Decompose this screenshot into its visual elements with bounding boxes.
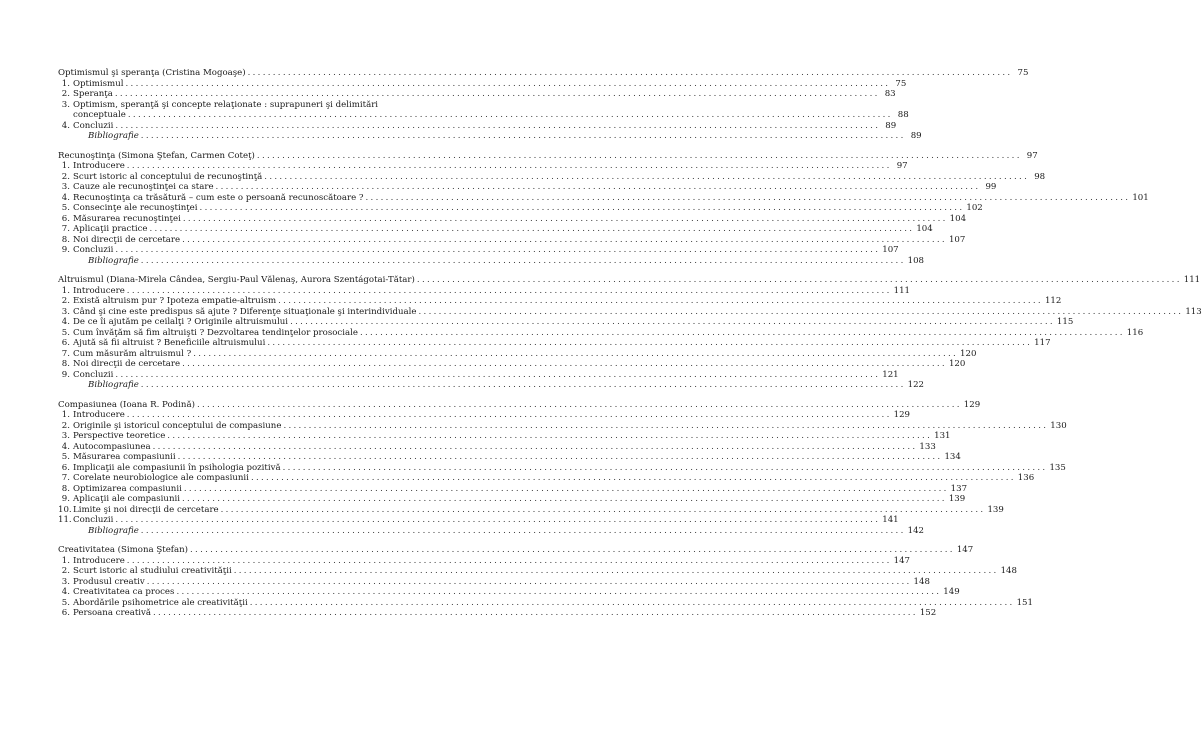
entry-title: Autocompasiunea bbox=[73, 441, 151, 452]
page-number: 108 bbox=[907, 255, 925, 266]
page-number: 152 bbox=[919, 608, 937, 618]
dot-leader bbox=[214, 182, 983, 193]
entry-title: Bibliografie bbox=[88, 525, 139, 536]
entry-title: Cum măsurăm altruismul ? bbox=[73, 348, 192, 359]
toc-entry[interactable] bbox=[58, 369, 899, 381]
page-number: 104 bbox=[949, 213, 967, 224]
section-title: Altruismul (Diana-Mirela Cândea, Sergiu-Paul Vălenaş, Aurora Szentágotai-Tătar) bbox=[58, 275, 415, 285]
toc-entry[interactable] bbox=[58, 245, 899, 256]
page-number: 75 bbox=[1017, 68, 1029, 78]
dot-leader bbox=[248, 598, 1017, 609]
entry-number: 7. bbox=[61, 224, 70, 234]
page-number: 89 bbox=[885, 120, 897, 131]
bibliography-entry[interactable] bbox=[58, 525, 925, 537]
page-number: 75 bbox=[895, 78, 907, 89]
page-number: 122 bbox=[907, 380, 925, 390]
entry-title: Bibliografie bbox=[88, 131, 139, 141]
entry-number: 2. bbox=[61, 296, 70, 306]
entry-title: Abordările psihometrice ale creativităţii bbox=[73, 597, 248, 608]
entry-number: 5. bbox=[61, 203, 70, 213]
toc-section bbox=[58, 68, 1029, 142]
entry-number: 6. bbox=[61, 338, 70, 348]
entry-number: 9. bbox=[61, 494, 70, 504]
entry-number: 5. bbox=[61, 597, 70, 608]
toc-entry[interactable] bbox=[58, 462, 1066, 474]
entry-title: Măsurarea recunoştinţei bbox=[73, 213, 181, 224]
entry-title-continued: conceptuale bbox=[73, 110, 126, 120]
entry-title: Introducere bbox=[73, 285, 125, 296]
entry-number: 6. bbox=[61, 213, 70, 224]
page-number: 149 bbox=[943, 587, 960, 597]
page-number: 134 bbox=[944, 452, 961, 462]
entry-number: 3. bbox=[61, 182, 70, 192]
dot-leader bbox=[255, 151, 1024, 162]
page-number: 115 bbox=[1056, 317, 1074, 327]
toc-entry[interactable] bbox=[58, 483, 968, 495]
toc-entry[interactable] bbox=[58, 576, 930, 588]
toc-section bbox=[58, 150, 1149, 267]
entry-title: Există altruism pur ? Ipoteza empatie-altruism bbox=[73, 296, 277, 306]
toc-entry[interactable] bbox=[58, 410, 911, 421]
page-number: 99 bbox=[985, 182, 997, 192]
dot-leader bbox=[151, 608, 920, 619]
entry-number: 4. bbox=[61, 317, 70, 327]
toc-entry[interactable] bbox=[58, 182, 997, 193]
toc-entry[interactable] bbox=[58, 608, 937, 619]
entry-title: Ajută să fii altruist ? Beneficiile altruismului bbox=[73, 338, 266, 348]
entry-title: Speranţa bbox=[73, 89, 113, 99]
dot-leader bbox=[113, 370, 882, 381]
dot-leader bbox=[139, 256, 908, 267]
dot-leader bbox=[125, 410, 894, 421]
page-number: 88 bbox=[897, 110, 909, 120]
dot-leader bbox=[180, 359, 949, 370]
entry-title: Limite şi noi direcţii de cercetare bbox=[73, 504, 219, 515]
toc-entry[interactable] bbox=[58, 100, 448, 111]
dot-leader bbox=[125, 161, 894, 172]
toc-entry-continuation[interactable] bbox=[58, 110, 909, 121]
dot-leader bbox=[174, 587, 943, 598]
dot-leader bbox=[176, 452, 945, 463]
entry-number: 8. bbox=[61, 359, 70, 369]
entry-number: 5. bbox=[61, 452, 70, 462]
entry-number: 3. bbox=[61, 99, 70, 110]
entry-number: 4. bbox=[61, 192, 70, 203]
entry-title: Corelate neurobiologice ale compasiunii bbox=[73, 473, 249, 483]
dot-leader bbox=[265, 338, 1034, 349]
page-number: 129 bbox=[963, 399, 981, 410]
page-number: 147 bbox=[956, 545, 974, 555]
entry-number: 6. bbox=[61, 608, 70, 618]
dot-leader bbox=[113, 515, 882, 526]
toc-entry[interactable] bbox=[58, 338, 1051, 349]
entry-title: Concluzii bbox=[73, 245, 114, 255]
page-number: 111 bbox=[893, 285, 911, 296]
section-heading[interactable] bbox=[58, 399, 981, 411]
dot-leader bbox=[249, 473, 1018, 484]
toc-entry[interactable] bbox=[58, 566, 1017, 577]
dot-leader bbox=[415, 275, 1184, 286]
dot-leader bbox=[182, 484, 951, 495]
toc-section bbox=[58, 275, 1202, 391]
entry-number: 3. bbox=[61, 576, 70, 587]
bibliography-entry[interactable] bbox=[58, 255, 925, 267]
page-number: 102 bbox=[966, 203, 983, 213]
entry-title: Când şi cine este predispus să ajute ? Diferenţe situaţionale şi interindividuale bbox=[73, 306, 417, 317]
toc-entry[interactable] bbox=[58, 213, 967, 225]
section-title: Optimismul şi speranţa (Cristina Mogoaşe) bbox=[58, 68, 246, 78]
dot-leader bbox=[358, 328, 1127, 339]
dot-leader bbox=[417, 307, 1186, 318]
page-number: 97 bbox=[896, 161, 908, 171]
toc-entry[interactable] bbox=[58, 89, 896, 100]
dot-leader bbox=[262, 172, 1031, 183]
page-number: 83 bbox=[884, 89, 896, 99]
entry-number: 3. bbox=[61, 431, 70, 441]
toc-entry[interactable] bbox=[58, 597, 1033, 609]
toc-entry[interactable] bbox=[58, 234, 966, 246]
page-number: 151 bbox=[1016, 597, 1033, 608]
page-number: 121 bbox=[882, 369, 899, 380]
page-number: 120 bbox=[948, 359, 966, 369]
dot-leader bbox=[276, 296, 1045, 307]
toc-entry[interactable] bbox=[58, 431, 951, 442]
entry-title: Bibliografie bbox=[88, 380, 139, 390]
entry-title: Implicaţii ale compasiunii în psihologia pozitivă bbox=[73, 462, 281, 473]
dot-leader bbox=[126, 110, 895, 121]
page-number: 120 bbox=[960, 348, 977, 359]
entry-title: Introducere bbox=[73, 161, 125, 171]
dot-leader bbox=[191, 349, 960, 360]
dot-leader bbox=[113, 121, 882, 132]
entry-number: 7. bbox=[61, 348, 70, 359]
toc-section bbox=[58, 545, 1033, 619]
page-number: 101 bbox=[1132, 192, 1149, 203]
page-number: 113 bbox=[1185, 306, 1202, 317]
entry-title: Cauze ale recunoştinţei ca stare bbox=[73, 182, 214, 192]
entry-title: Concluzii bbox=[73, 120, 114, 131]
entry-number: 4. bbox=[61, 441, 70, 452]
dot-leader bbox=[113, 89, 882, 100]
entry-title: Concluzii bbox=[73, 515, 114, 525]
dot-leader bbox=[147, 224, 916, 235]
entry-number: 11. bbox=[58, 515, 72, 525]
entry-title: Aplicaţii ale compasiunii bbox=[73, 494, 180, 504]
page-number: 130 bbox=[1050, 420, 1067, 431]
dot-leader bbox=[139, 526, 908, 537]
page-number: 136 bbox=[1017, 473, 1035, 483]
dot-leader bbox=[165, 431, 934, 442]
dot-leader bbox=[288, 317, 1057, 328]
toc-entry[interactable] bbox=[58, 296, 1062, 307]
dot-leader bbox=[139, 131, 908, 142]
entry-title: Concluzii bbox=[73, 369, 114, 380]
section-heading[interactable] bbox=[58, 545, 974, 556]
entry-number: 2. bbox=[61, 171, 70, 182]
page-number: 107 bbox=[882, 245, 899, 255]
table-of-contents bbox=[58, 68, 1202, 628]
dot-leader bbox=[180, 235, 949, 246]
entry-number: 9. bbox=[61, 245, 70, 255]
dot-leader bbox=[113, 245, 882, 256]
toc-entry[interactable] bbox=[58, 359, 966, 370]
page-number: 107 bbox=[948, 234, 966, 245]
entry-title: Originile şi istoricul conceptului de compasiune bbox=[73, 420, 282, 431]
toc-entry[interactable] bbox=[58, 587, 960, 598]
entry-title: Perspective teoretice bbox=[73, 431, 166, 441]
dot-leader bbox=[188, 545, 957, 556]
toc-entry[interactable] bbox=[58, 78, 907, 90]
entry-title: Noi direcţii de cercetare bbox=[73, 359, 181, 369]
dot-leader bbox=[246, 68, 1015, 79]
page-number: 131 bbox=[934, 431, 951, 441]
entry-title: Introducere bbox=[73, 555, 125, 566]
page-number: 139 bbox=[987, 504, 1004, 515]
entry-title: Scurt istoric al studiului creativităţii bbox=[73, 566, 232, 576]
dot-leader bbox=[180, 494, 949, 505]
toc-entry[interactable] bbox=[58, 515, 899, 526]
entry-number: 2. bbox=[61, 89, 70, 99]
entry-number: 8. bbox=[61, 234, 70, 245]
toc-entry[interactable] bbox=[58, 348, 977, 360]
toc-entry[interactable] bbox=[58, 441, 936, 453]
page-number: 117 bbox=[1034, 338, 1051, 348]
dot-leader bbox=[195, 400, 964, 411]
entry-title: Produsul creativ bbox=[73, 576, 145, 587]
entry-title: Introducere bbox=[73, 410, 125, 420]
page-number: 147 bbox=[893, 555, 911, 566]
entry-title: Bibliografie bbox=[88, 255, 139, 266]
toc-entry[interactable] bbox=[58, 192, 1149, 204]
entry-title: Măsurarea compasiunii bbox=[73, 452, 176, 462]
page-number: 111 bbox=[1183, 275, 1201, 285]
toc-entry[interactable] bbox=[58, 161, 908, 172]
toc-entry[interactable] bbox=[58, 494, 966, 505]
entry-title: Consecinţe ale recunoştinţei bbox=[73, 203, 198, 213]
entry-title: Aplicaţii practice bbox=[73, 224, 148, 234]
dot-leader bbox=[232, 566, 1001, 577]
dot-leader bbox=[219, 505, 988, 516]
entry-number: 6. bbox=[61, 462, 70, 473]
bibliography-entry[interactable] bbox=[58, 131, 922, 142]
entry-title: Creativitatea ca proces bbox=[73, 587, 175, 597]
dot-leader bbox=[145, 577, 914, 588]
page-number: 137 bbox=[950, 483, 968, 494]
entry-number: 2. bbox=[61, 420, 70, 431]
entry-number: 5. bbox=[61, 327, 70, 338]
entry-title: Optimismul bbox=[73, 78, 124, 89]
entry-title: Scurt istoric al conceptului de recunoştinţă bbox=[73, 171, 263, 182]
dot-leader bbox=[364, 193, 1133, 204]
dot-leader bbox=[181, 214, 950, 225]
toc-section bbox=[58, 399, 1067, 537]
page-number: 97 bbox=[1026, 150, 1038, 161]
section-title: Compasiunea (Ioana R. Podină) bbox=[58, 399, 195, 410]
page-number: 139 bbox=[948, 494, 966, 504]
toc-entry[interactable] bbox=[58, 327, 1144, 339]
page-number: 98 bbox=[1034, 171, 1046, 182]
toc-entry[interactable] bbox=[58, 504, 1004, 516]
page-number: 148 bbox=[1000, 566, 1017, 576]
dot-leader bbox=[151, 442, 920, 453]
dot-leader bbox=[198, 203, 967, 214]
dot-leader bbox=[281, 421, 1050, 432]
entry-title: Optimism, speranţă şi concepte relaţionate : suprapuneri şi delimitări bbox=[73, 99, 379, 110]
entry-title: Optimizarea compasiunii bbox=[73, 483, 182, 494]
entry-number: 4. bbox=[61, 120, 70, 131]
entry-number: 7. bbox=[61, 473, 70, 483]
entry-number: 1. bbox=[61, 161, 70, 171]
entry-title: De ce îi ajutăm pe ceilalţi ? Originile altruismului bbox=[73, 317, 289, 327]
dot-leader bbox=[125, 286, 894, 297]
section-heading[interactable] bbox=[58, 275, 1201, 286]
entry-number: 3. bbox=[61, 306, 70, 317]
toc-entry[interactable] bbox=[58, 473, 1035, 484]
toc-entry[interactable] bbox=[58, 203, 983, 214]
page-number: 135 bbox=[1049, 462, 1066, 473]
toc-entry[interactable] bbox=[58, 120, 897, 132]
entry-title: Noi direcţii de cercetare bbox=[73, 234, 181, 245]
dot-leader bbox=[281, 463, 1050, 474]
entry-number: 10. bbox=[58, 504, 72, 515]
entry-number: 8. bbox=[61, 483, 70, 494]
toc-entry[interactable] bbox=[58, 306, 1202, 318]
toc-entry[interactable] bbox=[58, 224, 933, 235]
page-number: 148 bbox=[913, 576, 930, 587]
entry-number: 2. bbox=[61, 566, 70, 576]
entry-title: Cum învăţăm să fim altruişti ? Dezvoltarea tendinţelor prosociale bbox=[73, 327, 358, 338]
entry-number: 1. bbox=[61, 555, 70, 566]
toc-entry[interactable] bbox=[58, 452, 961, 463]
entry-title: Persoana creativă bbox=[73, 608, 151, 618]
toc-entry[interactable] bbox=[58, 171, 1046, 183]
page-number: 112 bbox=[1044, 296, 1062, 306]
bibliography-entry[interactable] bbox=[58, 380, 925, 391]
page-number: 129 bbox=[893, 410, 911, 420]
dot-leader bbox=[124, 79, 893, 90]
entry-title: Recunoştinţa ca trăsătură – cum este o persoană recunoscătoare ? bbox=[73, 192, 364, 203]
entry-number: 1. bbox=[61, 410, 70, 420]
section-heading[interactable] bbox=[58, 68, 1029, 79]
entry-number: 1. bbox=[61, 78, 70, 89]
dot-leader bbox=[139, 380, 908, 391]
entry-number: 1. bbox=[61, 285, 70, 296]
toc-entry[interactable] bbox=[58, 285, 911, 297]
page-number: 116 bbox=[1126, 327, 1144, 338]
dot-leader bbox=[125, 556, 894, 567]
section-heading[interactable] bbox=[58, 150, 1038, 162]
page-number: 104 bbox=[916, 224, 933, 234]
toc-entry[interactable] bbox=[58, 555, 911, 567]
entry-number: 4. bbox=[61, 587, 70, 597]
toc-entry[interactable] bbox=[58, 317, 1074, 328]
page-number: 89 bbox=[910, 131, 922, 141]
section-title: Recunoştinţa (Simona Ştefan, Carmen Coteţ) bbox=[58, 150, 255, 161]
page-number: 133 bbox=[919, 441, 936, 452]
page-number: 142 bbox=[907, 525, 925, 536]
page-number: 141 bbox=[882, 515, 899, 525]
section-title: Creativitatea (Simona Ştefan) bbox=[58, 545, 188, 555]
entry-number: 9. bbox=[61, 369, 70, 380]
toc-entry[interactable] bbox=[58, 420, 1067, 432]
